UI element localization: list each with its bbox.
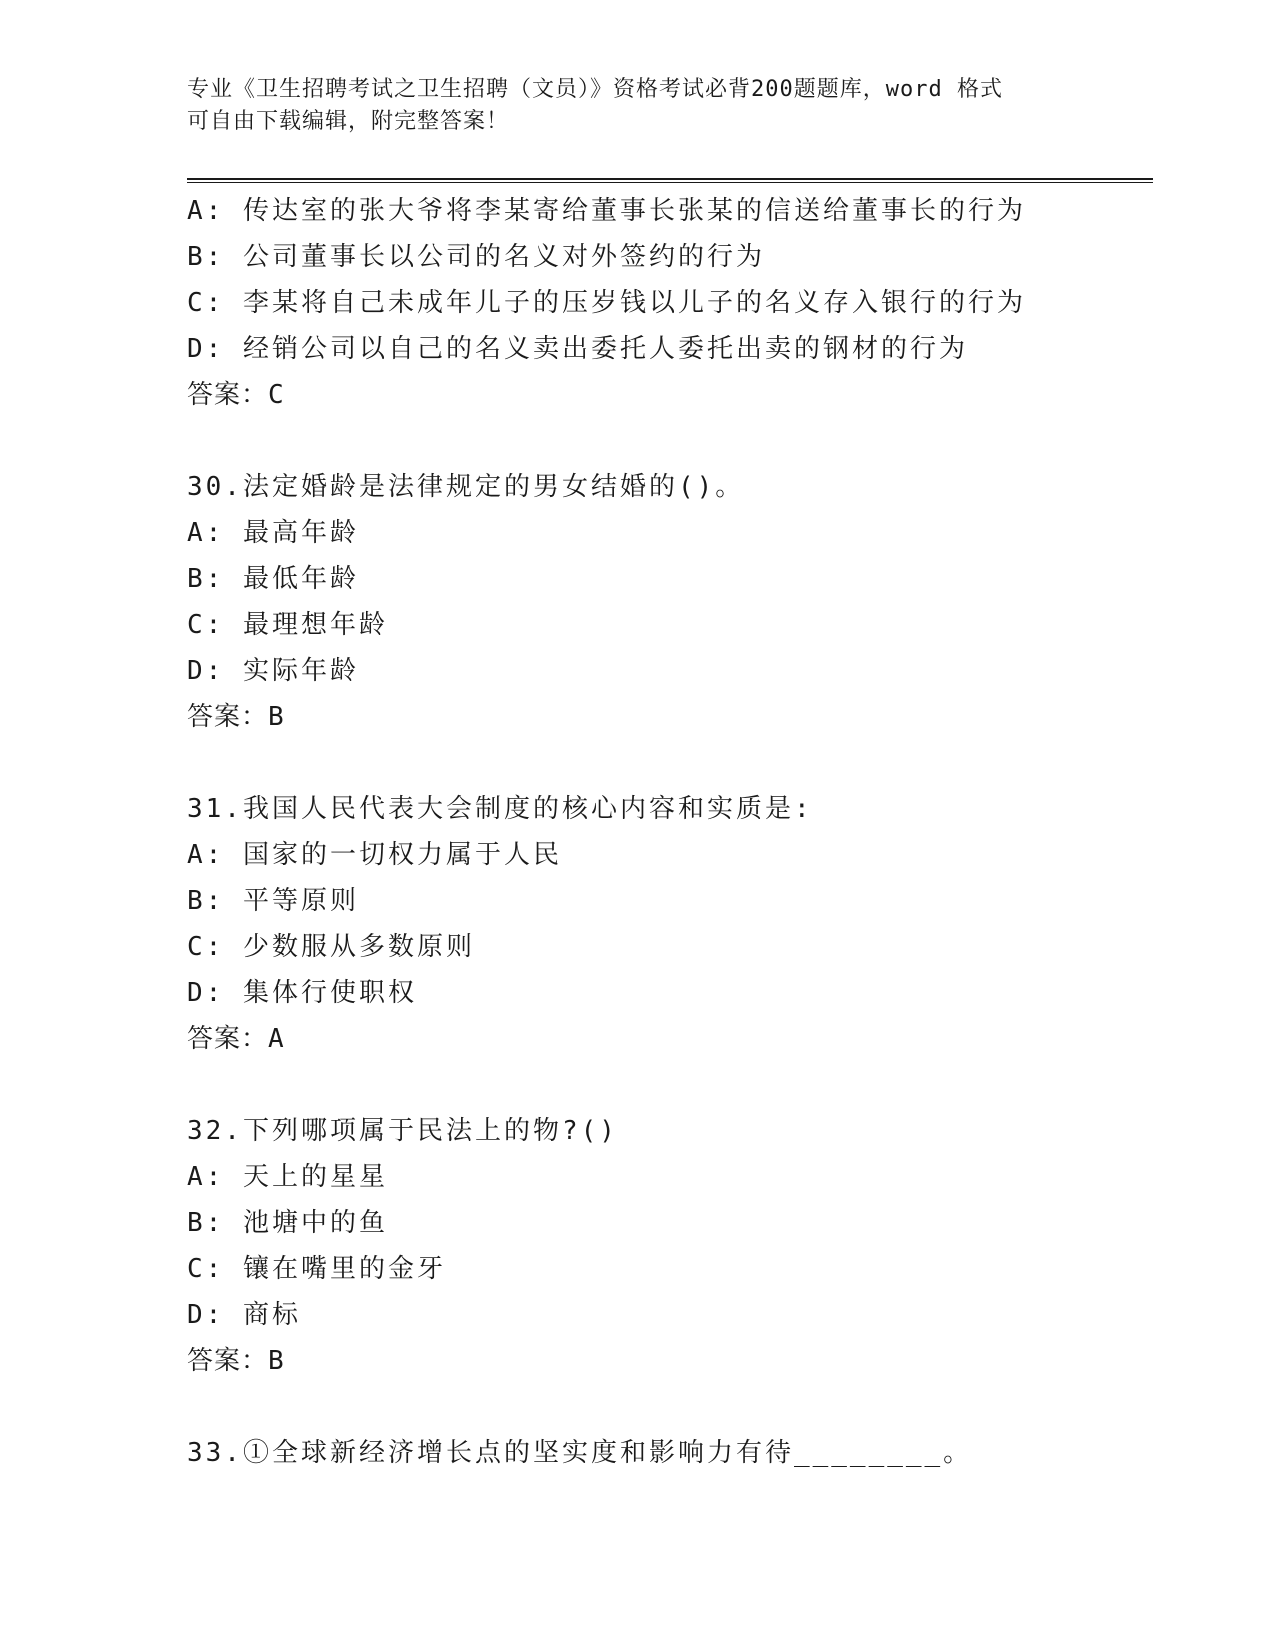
answer-label: 答案： [187, 1346, 269, 1376]
option-b: B: 平等原则 [187, 886, 359, 916]
header-line-1: 专业《卫生招聘考试之卫生招聘（文员）》资格考试必背200题题库，word 格式 [187, 77, 1003, 102]
answer-line [187, 1016, 1147, 1062]
document-header [187, 74, 1067, 138]
option-a: A: 天上的星星 [187, 1162, 388, 1192]
answer-line [187, 694, 1147, 740]
answer-value: B [268, 702, 284, 732]
question-text: 30.法定婚龄是法律规定的男女结婚的()。 [187, 472, 745, 502]
question-31 [187, 786, 1147, 1062]
option-d: D: 集体行使职权 [187, 978, 417, 1008]
question-30 [187, 464, 1147, 740]
question-text: 33.①全球新经济增长点的坚实度和影响力有待________。 [187, 1438, 973, 1468]
option-c: C: 镶在嘴里的金牙 [187, 1254, 446, 1284]
option-d: D: 实际年龄 [187, 656, 359, 686]
option-d: D: 商标 [187, 1300, 301, 1330]
answer-label: 答案： [187, 1024, 269, 1054]
question-29-continued [187, 188, 1147, 418]
answer-value: B [268, 1346, 284, 1376]
option-a: A: 最高年龄 [187, 518, 359, 548]
option-d: D: 经销公司以自己的名义卖出委托人委托出卖的钢材的行为 [187, 334, 968, 364]
question-list [187, 188, 1147, 1476]
spacer [187, 740, 1147, 786]
answer-label: 答案： [187, 380, 269, 410]
answer-line [187, 372, 1147, 418]
option-c: C: 李某将自己未成年儿子的压岁钱以儿子的名义存入银行的行为 [187, 288, 1026, 318]
header-line-2: 可自由下载编辑，附完整答案！ [187, 109, 510, 134]
answer-value: A [268, 1024, 284, 1054]
option-b: B: 池塘中的鱼 [187, 1208, 388, 1238]
answer-label: 答案： [187, 702, 269, 732]
spacer [187, 418, 1147, 464]
question-text: 32.下列哪项属于民法上的物?() [187, 1116, 618, 1146]
option-a: A: 传达室的张大爷将李某寄给董事长张某的信送给董事长的行为 [187, 196, 1026, 226]
option-c: C: 少数服从多数原则 [187, 932, 475, 962]
option-b: B: 公司董事长以公司的名义对外签约的行为 [187, 242, 765, 272]
option-c: C: 最理想年龄 [187, 610, 388, 640]
answer-value: C [268, 380, 284, 410]
question-text: 31.我国人民代表大会制度的核心内容和实质是: [187, 794, 813, 824]
question-33 [187, 1430, 1147, 1476]
spacer [187, 1062, 1147, 1108]
option-b: B: 最低年龄 [187, 564, 359, 594]
question-32 [187, 1108, 1147, 1384]
spacer [187, 1384, 1147, 1430]
option-a: A: 国家的一切权力属于人民 [187, 840, 562, 870]
answer-line [187, 1338, 1147, 1384]
header-divider [187, 178, 1153, 183]
